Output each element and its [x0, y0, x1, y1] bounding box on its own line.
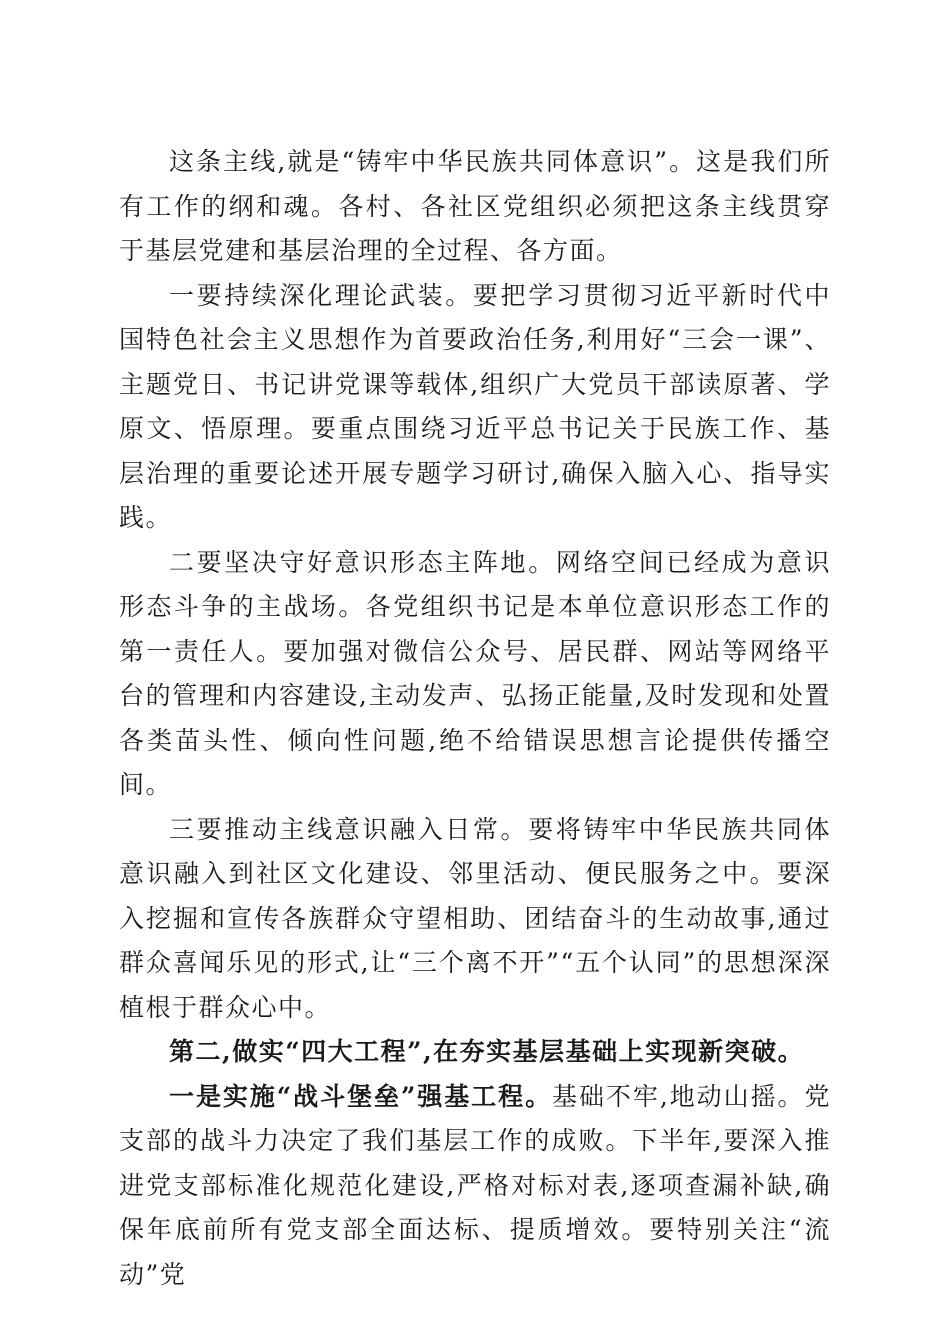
paragraph-theory-study: 一要持续深化理论武装。要把学习贯彻习近平新时代中国特色社会主义思想作为首要政治任务,利用好“三会一课”、主题党日、书记讲党课等载体,组织广大党员干部读原著、学原文、悟原理。要重点围绕习近平总书记关于民族工作、基层治理的重要论述开展专题学习研讨,确保入脑入心、指导实践。 — [119, 280, 831, 532]
paragraph-body-fortress: 基础不牢,地动山摇。党支部的战斗力决定了我们基层工作的成败。下半年,要深入推进党支部标准化规范化建设,严格对标对表,逐项查漏补缺,确保年底前所有党支部全面达标、提质增效。要特别关注“流动”党 — [119, 1081, 831, 1289]
paragraph-main-line: 这条主线,就是“铸牢中华民族共同体意识”。这是我们所有工作的纲和魂。各村、各社区党组织必须把这条主线贯穿于基层党建和基层治理的全过程、各方面。 — [119, 147, 831, 265]
section-heading-four-projects: 第二,做实“四大工程”,在夯实基层基础上实现新突破。 — [169, 1037, 805, 1066]
document-body — [119, 140, 831, 1297]
paragraph-lead-fortress: 一是实施“战斗堡垒”强基工程。 — [169, 1081, 553, 1111]
paragraph-daily-integration: 三要推动主线意识融入日常。要将铸牢中华民族共同体意识融入到社区文化建设、邻里活动、便民服务之中。要深入挖掘和宣传各族群众守望相助、团结奋斗的生动故事,通过群众喜闻乐见的形式,让“三个离不开”“五个认同”的思想深深植根于群众心中。 — [119, 814, 831, 1022]
paragraph-fortress-project — [119, 1075, 831, 1298]
paragraph-ideology-front: 二要坚决守好意识形态主阵地。网络空间已经成为意识形态斗争的主战场。各党组织书记是本单位意识形态工作的第一责任人。要加强对微信公众号、居民群、网站等网络平台的管理和内容建设,主动发声、弘扬正能量,及时发现和处置各类苗头性、倾向性问题,绝不给错误思想言论提供传播空间。 — [119, 547, 831, 799]
